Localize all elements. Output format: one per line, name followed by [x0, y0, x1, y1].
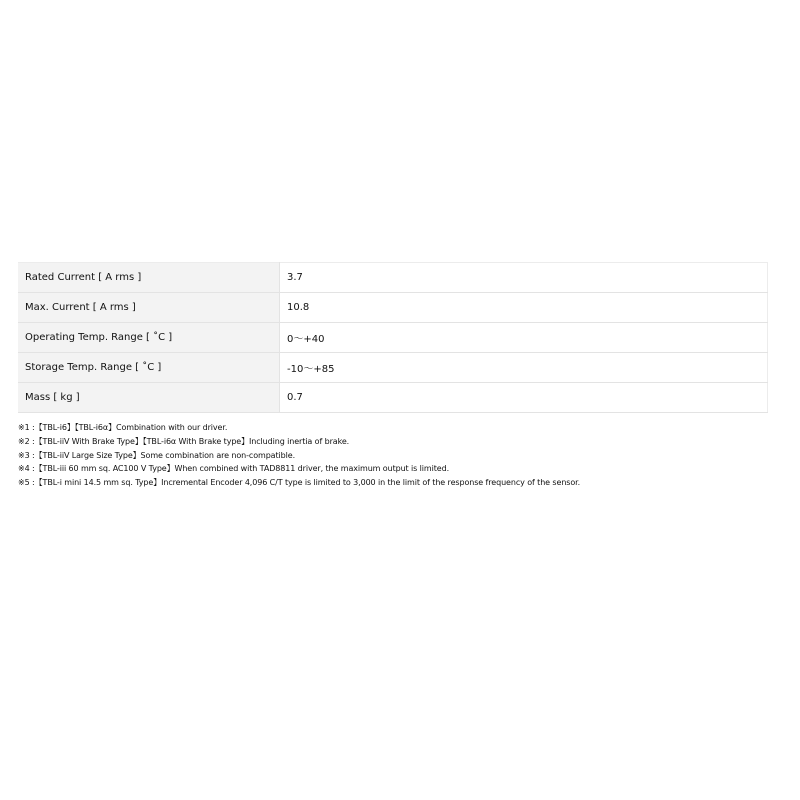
spec-label: Storage Temp. Range [ ˚C ] — [18, 353, 280, 383]
footnotes — [18, 421, 788, 490]
spec-label: Rated Current [ A rms ] — [18, 263, 280, 293]
spec-label: Mass [ kg ] — [18, 383, 280, 413]
spec-value: 10.8 — [280, 293, 768, 323]
spec-table — [18, 262, 768, 413]
spec-value: 3.7 — [280, 263, 768, 293]
footnote: ※4 :【TBL-iii 60 mm sq. AC100 V Type】When combined with TAD8811 driver, the maximum output is limited. — [18, 464, 450, 474]
footnote: ※1 :【TBL-i6】【TBL-i6α】Combination with our driver. — [18, 423, 228, 432]
spec-label: Operating Temp. Range [ ˚C ] — [18, 323, 280, 353]
spec-value: 0.7 — [280, 383, 768, 413]
table-row — [18, 383, 768, 413]
spec-value: 0～+40 — [280, 323, 768, 353]
spec-value: -10～+85 — [280, 353, 768, 383]
spec-label: Max. Current [ A rms ] — [18, 293, 280, 323]
table-row — [18, 323, 768, 353]
table-row — [18, 293, 768, 323]
footnote: ※2 :【TBL-iiV With Brake Type】【TBL-i6α With Brake type】Including inertia of brake. — [18, 436, 350, 446]
table-row — [18, 263, 768, 293]
table-row — [18, 353, 768, 383]
footnote: ※5 :【TBL-i mini 14.5 mm sq. Type】Incremental Encoder 4,096 C/T type is limited to 3,000 in the limit of the response frequency of the sensor. — [18, 478, 581, 488]
footnote: ※3 :【TBL-iiV Large Size Type】Some combination are non-compatible. — [18, 450, 296, 460]
